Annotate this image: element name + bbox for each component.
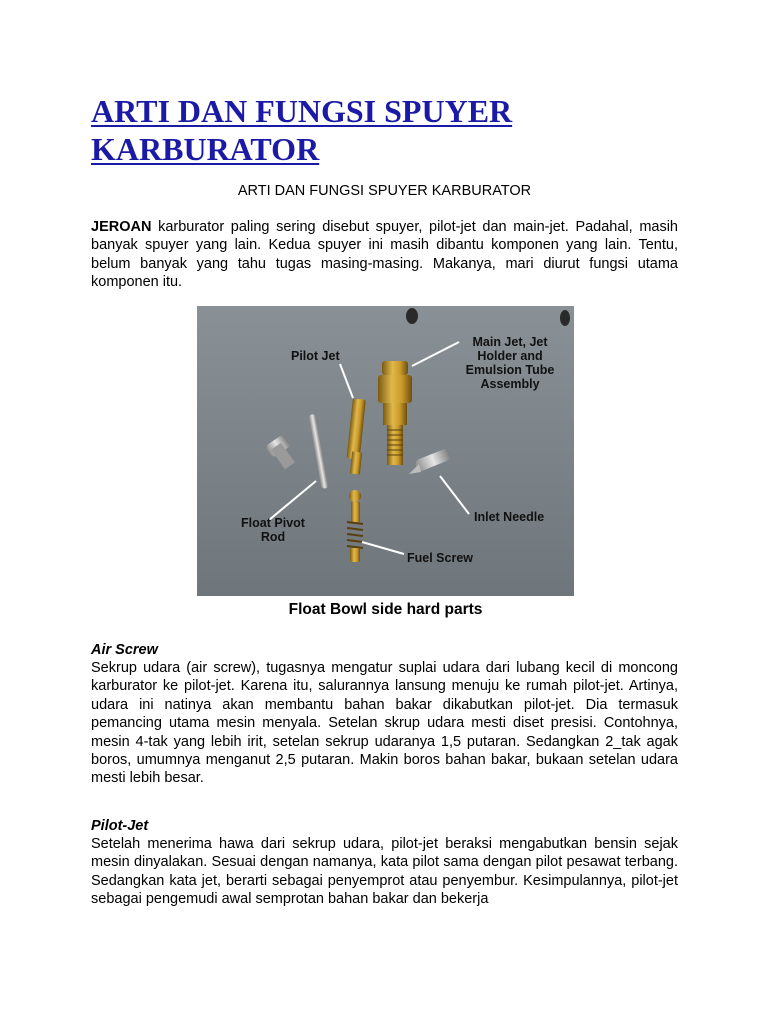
page-title: ARTI DAN FUNGSI SPUYER KARBURATOR	[91, 93, 513, 167]
dark-speck	[560, 310, 570, 326]
figure-caption: Float Bowl side hard parts	[288, 601, 483, 618]
section-text-pilot-jet: Setelah menerima hawa dari sekrup udara, pilot-jet beraksi mengabutkan bensin sejak mesin dinyalakan. Sesuai dengan namanya, kata pilot sama dengan pilot pesawat terbang. Sedangkan kata jet, berarti sebagai penyemprot atau penyembur. Kesimpulannya, pilot-jet sebagai pengemudi awal semprotan bahan bakar dan bekerja	[91, 836, 678, 908]
label-float-pivot-rod: Float Pivot Rod	[241, 516, 305, 544]
carburetor-parts-photo	[197, 306, 574, 596]
label-pilot-jet: Pilot Jet	[291, 349, 340, 363]
section-heading-air-screw: Air Screw	[91, 642, 158, 658]
intro-lead-word: JEROAN	[91, 219, 152, 235]
label-fuel-screw: Fuel Screw	[407, 551, 473, 565]
intro-text: karburator paling sering disebut spuyer, pilot-jet dan main-jet. Padahal, masih banyak spuyer yang lain. Kedua spuyer ini masih dibantu komponen yang lain. Tentu, belum banyak yang tahu tugas masing-masing. Makanya, mari diurut fungsi utama komponen itu.	[91, 219, 678, 291]
document-subtitle: ARTI DAN FUNGSI SPUYER KARBURATOR	[237, 183, 532, 199]
section-text-air-screw: Sekrup udara (air screw), tugasnya mengatur suplai udara dari lubang kecil di moncong karburator ke pilot-jet. Karena itu, salurannya lansung menuju ke rumah pilot-jet. Artinya, udara ini natinya akan membantu bahan bakar dikabutkan pilot-jet. Dia termasuk pemancing utama mesin menyala. Setelan skrup udara mesti diset presisi. Contohnya, mesin 4-tak yang lebih irit, setelan sekrup udaranya 1,5 putaran. Sedangkan 2_tak agak boros, umumnya menganut 2,5 putaran. Makin boros bahan bakar, bukaan setelan udara mesti lebih besar.	[91, 660, 678, 787]
intro-paragraph	[91, 218, 678, 292]
label-inlet-needle: Inlet Needle	[474, 510, 545, 524]
label-main-jet: Main Jet, Jet Holder and Emulsion Tube Assembly	[465, 335, 555, 391]
section-heading-pilot-jet: Pilot-Jet	[91, 818, 149, 834]
dark-speck	[406, 308, 418, 324]
